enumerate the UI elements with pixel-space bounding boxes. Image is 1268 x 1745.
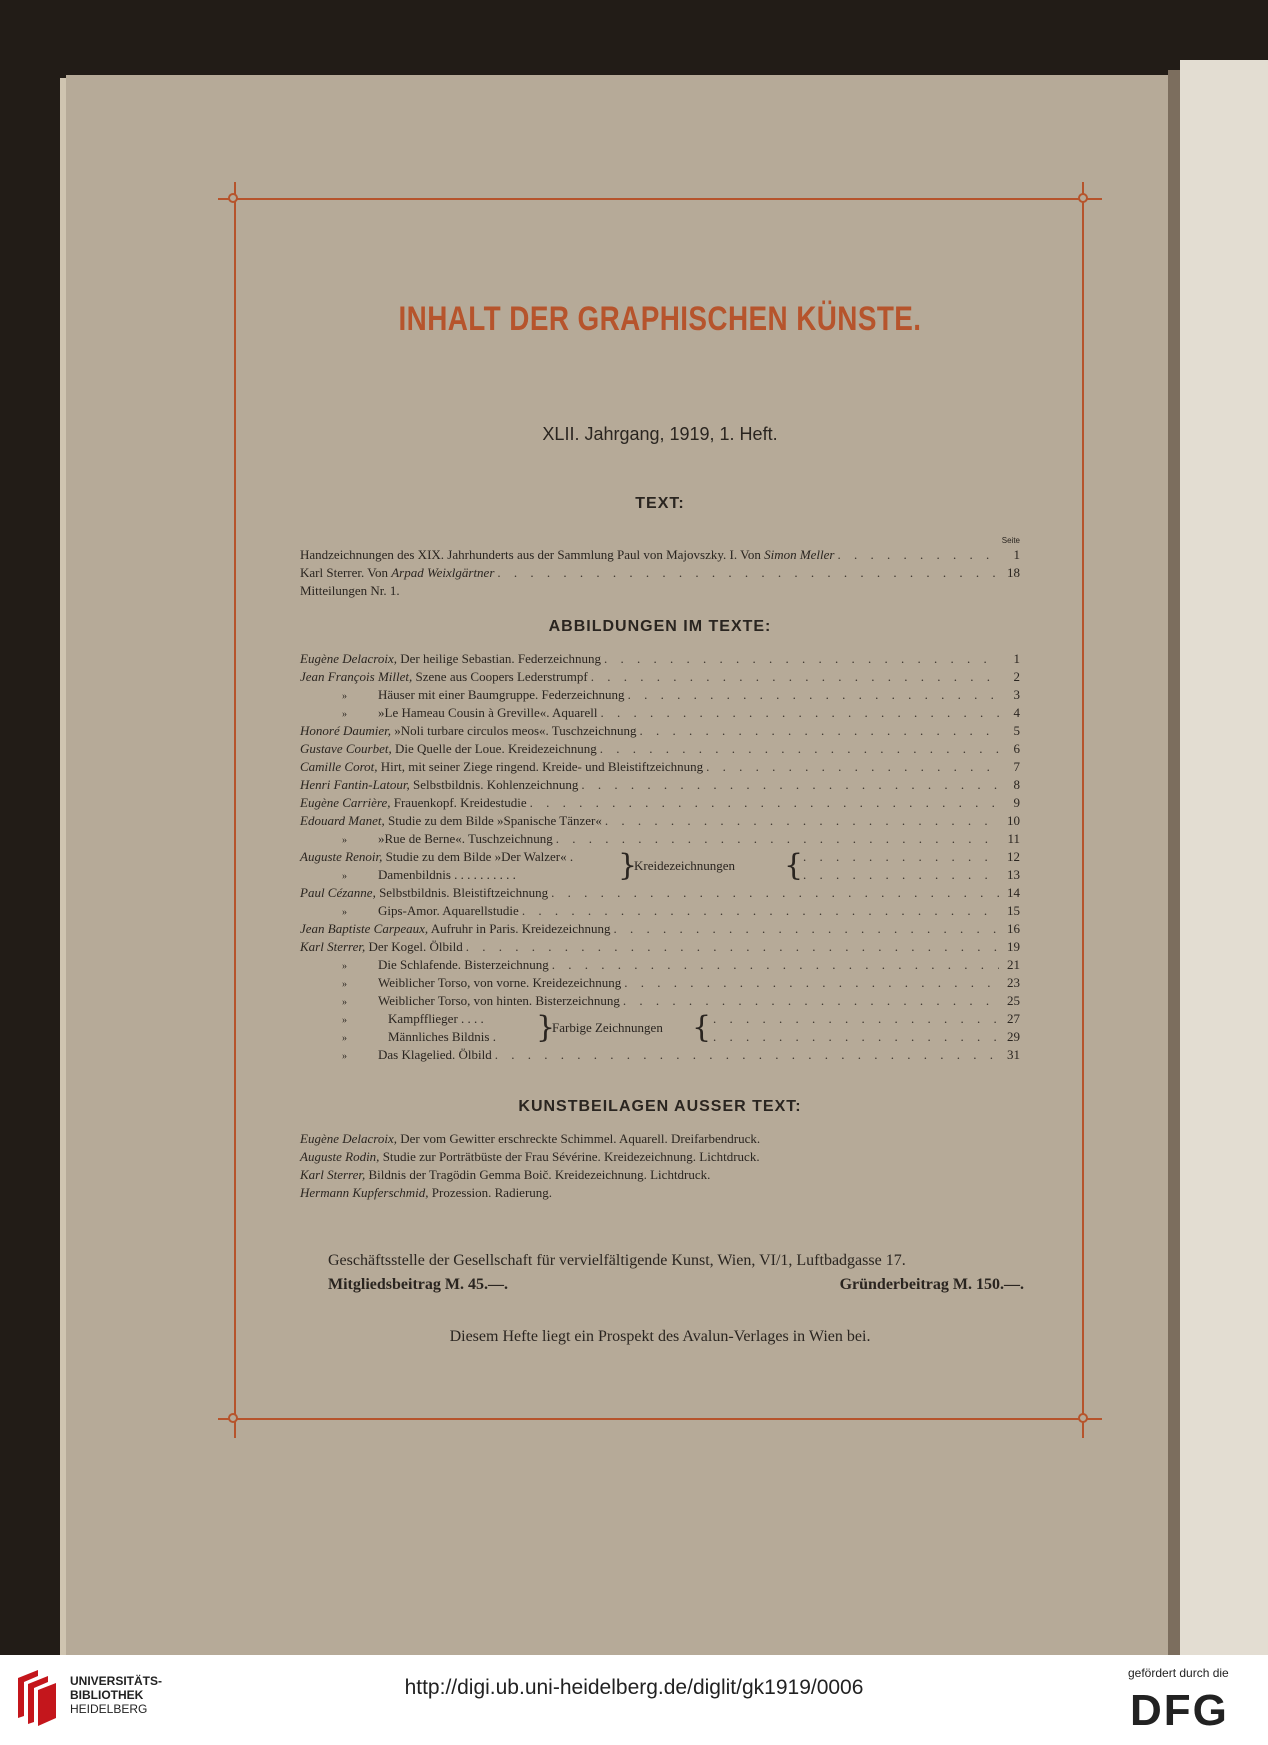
dfg-logo[interactable]: DFG [1130,1686,1229,1735]
page-number: 7 [1013,759,1020,774]
page-number: 31 [1007,1047,1020,1062]
facing-page [1180,60,1268,1655]
illustration-title: Die Quelle der Loue. Kreidezeichnung [394,741,597,756]
leader-dots [803,866,999,884]
entry-title: Mitteilungen Nr. 1. [300,583,400,598]
ditto-mark: » [342,691,347,702]
illustration-title: Gips-Amor. Aquarellstudie [378,903,519,918]
artist-name: Hermann Kupferschmid, [300,1185,429,1200]
corner-ornament-icon [228,193,238,203]
ditto-mark: » [342,709,347,720]
illustration-title: »Le Hameau Cousin à Greville«. Aquarell [378,705,598,720]
artist-name: Karl Sterrer, [300,939,366,954]
artist-name: Eugène Delacroix, [300,1131,397,1146]
artist-name: Edouard Manet, [300,813,385,828]
page-number: 3 [1013,687,1020,702]
list-item [300,776,1020,794]
list-item [300,794,1020,812]
library-name-line: UNIVERSITÄTS- [70,1674,163,1688]
page-number: 23 [1007,975,1020,990]
list-item [300,564,1020,582]
list-item [300,848,600,866]
leader-dots [614,920,1000,938]
leader-dots [601,704,1000,722]
list-item [300,740,1020,758]
illustration-title: Weiblicher Torso, von vorne. Kreidezeichnung [378,975,622,990]
entry-author: Simon Meller [764,547,835,562]
corner-ornament-icon [1078,193,1088,203]
artist-name: Auguste Renoir, [300,849,383,864]
page-number: 18 [1007,565,1020,580]
artist-name: Eugène Carrière, [300,795,391,810]
funding-note: gefördert durch die [1128,1666,1229,1680]
leader-dots [713,1028,999,1046]
leader-dots [604,650,999,668]
plate-description: Prozession. Radierung. [431,1185,553,1200]
leader-dots [713,1010,999,1028]
list-item [300,758,1020,776]
illustration-title: Männliches Bildnis . [388,1029,496,1044]
page-number: 16 [1007,921,1020,936]
artist-name: Jean Baptiste Carpeaux, [300,921,429,936]
entry-author: Arpad Weixlgärtner [391,565,495,580]
brace-left-icon: { [692,1010,712,1045]
illustration-title: »Noli turbare circulos meos«. Tuschzeichnung [394,723,637,738]
page-number: 9 [1013,795,1020,810]
list-item [300,1010,560,1028]
leader-dots [497,564,999,582]
leader-dots [803,848,999,866]
ditto-mark: » [342,907,347,918]
leader-dots [551,884,999,902]
artist-name: Paul Cézanne, [300,885,376,900]
illustration-title: Das Klagelied. Ölbild [378,1047,492,1062]
illustrations-heading: ABBILDUNGEN IM TEXTE: [548,618,772,635]
illustration-title: Der Kogel. Ölbild [368,939,463,954]
plate-description: Studie zur Porträtbüste der Frau Sévérine. Kreidezeichnung. Lichtdruck. [382,1149,760,1164]
ditto-mark: » [342,835,347,846]
list-item [300,1148,760,1166]
leader-dots [706,758,999,776]
list-item [300,1166,710,1184]
library-name-line: BIBLIOTHEK [70,1688,144,1702]
library-name-line: HEIDELBERG [70,1702,148,1716]
page-number: 27 [1007,1011,1020,1026]
illustration-title: Selbstbildnis. Kohlenzeichnung [413,777,579,792]
list-item [710,1028,1020,1046]
leader-dots [623,992,999,1010]
brace-left-icon: { [784,848,804,883]
membership-fee: Mitgliedsbeitrag M. 45.—. [328,1276,508,1293]
list-item [800,866,1020,884]
illustration-title: Frauenkopf. Kreidestudie [393,795,527,810]
page-number: 8 [1013,777,1020,792]
list-item [300,1130,760,1148]
leader-dots [591,668,999,686]
viewer-footer [0,1655,1268,1745]
group-label: Farbige Zeichnungen [552,1020,663,1035]
illustration-title: Damenbildnis . . . . . . . . . . [378,867,516,882]
leader-dots [556,830,999,848]
leader-dots [552,956,999,974]
plate-description: Bildnis der Tragödin Gemma Boič. Kreidezeichnung. Lichtdruck. [368,1167,711,1182]
leader-dots [600,740,999,758]
list-item [710,1010,1020,1028]
artist-name: Auguste Rodin, [300,1149,380,1164]
page-number: 1 [1013,651,1020,666]
illustration-title: Selbstbildnis. Bleistiftzeichnung [379,885,549,900]
illustration-title: Studie zu dem Bilde »Spanische Tänzer« [387,813,602,828]
brace-right-icon: } [536,1010,556,1045]
artist-name: Eugène Delacroix, [300,651,397,666]
entry-title: Handzeichnungen des XIX. Jahrhunderts aus der Sammlung Paul von Majovszky. I. Von [300,547,765,562]
list-item [300,722,1020,740]
list-item [300,884,1020,902]
corner-ornament-icon [1078,1413,1088,1423]
list-item [300,704,1020,722]
list-item [300,812,1020,830]
page-number: 15 [1007,903,1020,918]
page-number: 25 [1007,993,1020,1008]
leader-dots [624,974,999,992]
page-title: INHALT DER GRAPHISCHEN KÜNSTE. [398,300,922,338]
list-item [300,902,1020,920]
page-number: 11 [1007,831,1020,846]
leader-dots [640,722,999,740]
page-number: 2 [1013,669,1020,684]
illustration-title: Häuser mit einer Baumgruppe. Federzeichnung [378,687,625,702]
text-heading: TEXT: [635,495,685,512]
leader-dots [466,938,999,956]
publisher-address: Geschäftsstelle der Gesellschaft für vervielfältigende Kunst, Wien, VI/1, Luftbadgasse 17. [328,1252,906,1269]
illustration-title: Weiblicher Torso, von hinten. Bisterzeichnung [378,993,620,1008]
list-item [300,686,1020,704]
page-number: 1 [1013,547,1020,562]
ditto-mark: » [342,997,347,1008]
leader-dots [837,546,999,564]
page-number: 4 [1013,705,1020,720]
list-item [300,956,1020,974]
illustration-title: Aufruhr in Paris. Kreidezeichnung [430,921,611,936]
list-item [300,1028,560,1046]
list-item [300,974,1020,992]
list-item [300,830,1020,848]
ditto-mark: » [342,1033,347,1044]
list-item [300,668,1020,686]
page-column-label: Seite [1001,536,1020,545]
list-item [300,546,1020,564]
artist-name: Henri Fantin-Latour, [300,777,410,792]
artist-name: Gustave Courbet, [300,741,392,756]
leader-dots [522,902,999,920]
list-item [300,1046,1020,1064]
page-number: 10 [1007,813,1020,828]
list-item [300,650,1020,668]
insert-notice: Diesem Hefte liegt ein Prospekt des Avalun-Verlages in Wien bei. [449,1328,871,1345]
ditto-mark: » [342,979,347,990]
page-number: 19 [1007,939,1020,954]
leader-dots [581,776,999,794]
page-number: 13 [1007,867,1020,882]
page-number: 29 [1007,1029,1020,1044]
plate-description: Der vom Gewitter erschreckte Schimmel. Aquarell. Dreifarbendruck. [400,1131,761,1146]
group-label: Kreidezeichnungen [634,858,736,873]
list-item [300,866,600,884]
leader-dots [628,686,999,704]
list-item [300,920,1020,938]
artist-name: Camille Corot, [300,759,378,774]
page-number: 21 [1007,957,1020,972]
leader-dots [530,794,999,812]
illustration-title: Kampfflieger . . . . [388,1011,484,1026]
page-number: 6 [1013,741,1020,756]
illustration-title: Hirt, mit seiner Ziege ringend. Kreide- und Bleistiftzeichnung [380,759,704,774]
corner-ornament-icon [228,1413,238,1423]
list-item [300,1184,552,1202]
brace-right-icon: } [618,848,638,883]
entry-title: Karl Sterrer. Von [300,565,392,580]
list-item [300,938,1020,956]
illustration-title: Szene aus Coopers Lederstrumpf [415,669,588,684]
artist-name: Karl Sterrer, [300,1167,366,1182]
illustration-title: »Rue de Berne«. Tuschzeichnung [378,831,553,846]
artist-name: Honoré Daumier, [300,723,391,738]
ditto-mark: » [342,871,347,882]
founder-fee: Gründerbeitrag M. 150.—. [839,1276,1024,1293]
leader-dots [605,812,999,830]
illustration-title: Die Schlafende. Bisterzeichnung [378,957,549,972]
leader-dots [495,1046,999,1064]
list-item [300,582,1020,600]
ditto-mark: » [342,1051,347,1062]
permalink-url[interactable]: http://digi.ub.uni-heidelberg.de/diglit/gk1919/0006 [404,1676,864,1699]
issue-subtitle: XLII. Jahrgang, 1919, 1. Heft. [542,424,778,444]
list-item [300,992,1020,1010]
artist-name: Jean François Millet, [300,669,413,684]
page-number: 12 [1007,849,1020,864]
list-item [800,848,1020,866]
illustration-title: Studie zu dem Bilde »Der Walzer« . [385,849,574,864]
ditto-mark: » [342,1015,347,1026]
page-number: 14 [1007,885,1020,900]
page-number: 5 [1013,723,1020,738]
plates-heading: KUNSTBEILAGEN AUSSER TEXT: [518,1098,802,1115]
ditto-mark: » [342,961,347,972]
illustration-title: Der heilige Sebastian. Federzeichnung [400,651,601,666]
